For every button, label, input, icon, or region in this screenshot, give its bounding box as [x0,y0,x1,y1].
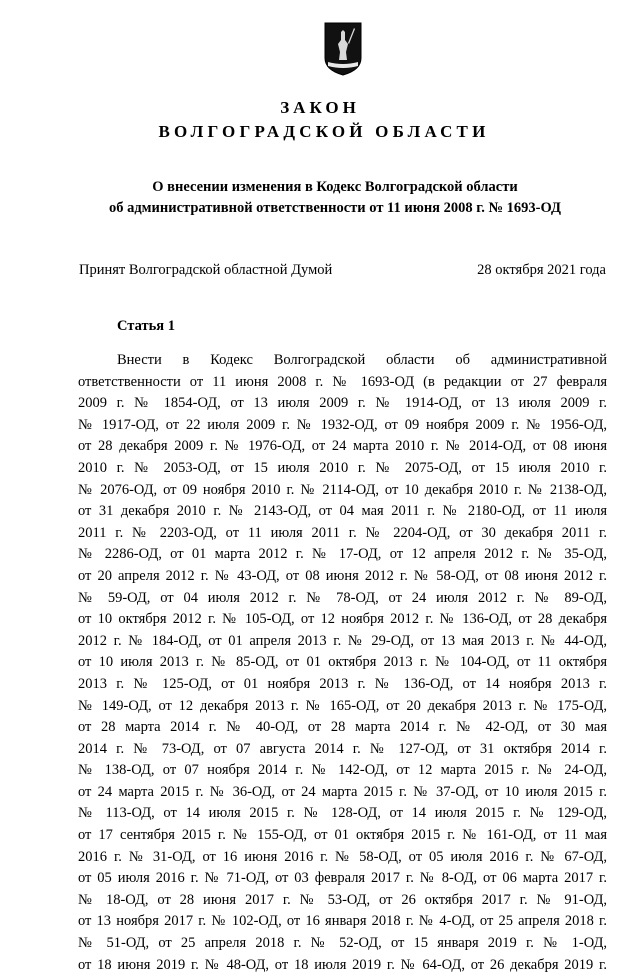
article-body-line: от 10 июля 2013 г. № 85-ОД, от 01 октября 2013 г. № 104-ОД, от 11 октября [78,654,607,671]
article-body-line: ответственности от 11 июня 2008 г. № 1693-ОД (в редакции от 27 февраля [78,373,607,390]
article-body-line: от 24 марта 2015 г. № 36-ОД, от 24 марта 2015 г. № 37-ОД, от 10 июля 2015 г. [78,783,607,800]
adopted-by: Принят Волгоградской областной Думой [79,262,333,278]
article-body-line: от 20 апреля 2012 г. № 43-ОД, от 08 июня 2012 г. № 58-ОД, от 08 июня 2012 г. [78,567,607,584]
region-title: ВОЛГОГРАДСКОЙ ОБЛАСТИ [158,122,490,141]
article-body-line: № 2076-ОД, от 09 ноября 2010 г. № 2114-ОД, от 10 декабря 2010 г. № 2138-ОД, [78,481,607,498]
article-body-line: 2011 г. № 2203-ОД, от 11 июля 2011 г. № 2204-ОД, от 30 декабря 2011 г. [78,524,607,541]
article-body-line: Внести в Кодекс Волгоградской области об административной [117,352,607,368]
article-body-line: № 113-ОД, от 14 июля 2015 г. № 128-ОД, от 14 июля 2015 г. № 129-ОД, [78,805,607,822]
article-body-line: от 18 июня 2019 г. № 48-ОД, от 18 июля 2019 г. № 64-ОД, от 26 декабря 2019 г. [78,956,607,973]
article-heading: Статья 1 [117,318,175,334]
subtitle-line: об административной ответственности от 11 июня 2008 г. № 1693-ОД [108,200,562,216]
article-body-line: от 05 июля 2016 г. № 71-ОД, от 03 февраля 2017 г. № 8-ОД, от 06 марта 2017 г. [78,870,607,887]
article-body-line: № 1917-ОД, от 22 июля 2009 г. № 1932-ОД, от 09 ноября 2009 г. № 1956-ОД, [78,416,607,433]
adoption-date: 28 октября 2021 года [477,262,606,278]
article-body-line: 2013 г. № 125-ОД, от 01 ноября 2013 г. № 136-ОД, от 14 ноября 2013 г. [78,675,607,692]
article-body-line: № 2286-ОД, от 01 марта 2012 г. № 17-ОД, от 12 апреля 2012 г. № 35-ОД, [78,546,607,563]
article-body-line: 2012 г. № 184-ОД, от 01 апреля 2013 г. № 29-ОД, от 13 мая 2013 г. № 44-ОД, [78,632,607,649]
volgograd-coat-of-arms-icon [324,22,362,76]
article-body-line: от 31 декабря 2010 г. № 2143-ОД, от 04 мая 2011 г. № 2180-ОД, от 11 июля [78,503,607,520]
article-body-line: № 59-ОД, от 04 июля 2012 г. № 78-ОД, от 24 июля 2012 г. № 89-ОД, [78,589,607,606]
article-body-line: № 138-ОД, от 07 ноября 2014 г. № 142-ОД, от 12 марта 2015 г. № 24-ОД, [78,762,607,779]
article-body-line: № 149-ОД, от 12 декабря 2013 г. № 165-ОД, от 20 декабря 2013 г. № 175-ОД, [78,697,607,714]
law-subtitle [0,177,640,219]
article-body-line: от 13 ноября 2017 г. № 102-ОД, от 16 января 2018 г. № 4-ОД, от 25 апреля 2018 г. [78,913,607,930]
law-title: ЗАКОН [280,98,360,117]
article-body-line: от 28 марта 2014 г. № 40-ОД, от 28 марта 2014 г. № 42-ОД, от 30 мая [78,719,607,736]
article-body-line: от 17 сентября 2015 г. № 155-ОД, от 01 октября 2015 г. № 161-ОД, от 11 мая [78,827,607,844]
article-body-line: от 28 декабря 2009 г. № 1976-ОД, от 24 марта 2010 г. № 2014-ОД, от 08 июня [78,438,607,455]
article-body-line: 2016 г. № 31-ОД, от 16 июня 2016 г. № 58-ОД, от 05 июля 2016 г. № 67-ОД, [78,848,607,865]
article-body-line: 2009 г. № 1854-ОД, от 13 июля 2009 г. № 1914-ОД, от 13 июля 2009 г. [78,395,607,412]
article-body-line: 2010 г. № 2053-ОД, от 15 июля 2010 г. № 2075-ОД, от 15 июля 2010 г. [78,459,607,476]
article-body-line: от 10 октября 2012 г. № 105-ОД, от 12 ноября 2012 г. № 136-ОД, от 28 декабря [78,611,607,628]
subtitle-line: О внесении изменения в Кодекс Волгоградской области [152,179,518,195]
article-body-line: 2014 г. № 73-ОД, от 07 августа 2014 г. № 127-ОД, от 31 октября 2014 г. [78,740,607,757]
article-body-line: № 51-ОД, от 25 апреля 2018 г. № 52-ОД, от 15 января 2019 г. № 1-ОД, [78,935,607,952]
article-body [78,350,607,976]
article-body-line: № 18-ОД, от 28 июня 2017 г. № 53-ОД, от 26 октября 2017 г. № 91-ОД, [78,891,607,908]
